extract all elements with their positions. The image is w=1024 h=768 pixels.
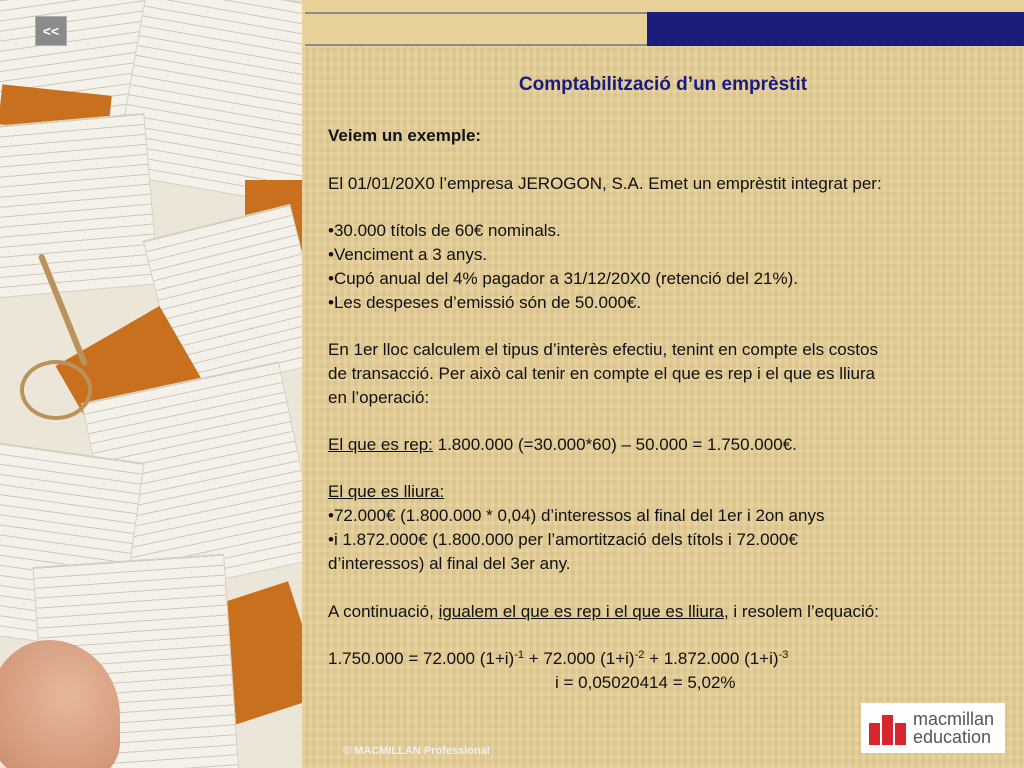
bullet-item: •Les despeses d’emissió són de 50.000€. bbox=[328, 293, 642, 312]
bullet-item: •30.000 títols de 60€ nominals. bbox=[328, 221, 561, 240]
logo-text-line: education bbox=[913, 727, 992, 747]
back-button[interactable]: << bbox=[35, 16, 67, 46]
continue-underlined: igualem el que es rep i el que es lliura bbox=[438, 602, 724, 621]
continue-prefix: A continuació, bbox=[328, 602, 439, 621]
paragraph-line: En 1er lloc calculem el tipus d’interès efectiu, tenint en compte els costos bbox=[328, 340, 878, 359]
paragraph-line: de transacció. Per això cal tenir en compte el que es rep i el que es lliura bbox=[328, 364, 876, 383]
slide-content bbox=[302, 46, 1024, 768]
received-value: 1.800.000 (=30.000*60) – 50.000 = 1.750.000€. bbox=[432, 435, 797, 454]
glasses-graphic bbox=[20, 360, 92, 420]
equation-exponent: -2 bbox=[634, 649, 645, 661]
slide-title: Comptabilització d’un emprèstit bbox=[518, 74, 808, 95]
logo-text bbox=[913, 710, 994, 746]
copyright-text: © MACMILLAN Professional bbox=[343, 745, 490, 757]
delivered-label: El que es lliura: bbox=[328, 482, 445, 501]
macmillan-logo bbox=[861, 703, 1005, 753]
header-bar bbox=[647, 12, 1024, 46]
paragraph-line: en l’operació: bbox=[328, 388, 430, 407]
equation-part: + 72.000 (1+i) bbox=[523, 649, 635, 668]
equation-result: i = 0,05020414 = 5,02% bbox=[555, 673, 736, 692]
decorative-photo bbox=[0, 0, 302, 768]
continue-line bbox=[328, 602, 879, 622]
example-heading: Veiem un exemple: bbox=[328, 126, 482, 145]
continue-suffix: , i resolem l’equació: bbox=[723, 602, 879, 621]
bullet-item: •Venciment a 3 anys. bbox=[328, 245, 488, 264]
delivered-line: d’interessos) al final del 3er any. bbox=[328, 554, 571, 573]
received-line bbox=[328, 435, 797, 455]
received-label: El que es rep: bbox=[328, 435, 433, 454]
equation bbox=[328, 649, 788, 669]
equation-exponent: -3 bbox=[778, 649, 789, 661]
delivered-line: •72.000€ (1.800.000 * 0,04) d’interessos al final del 1er i 2on anys bbox=[328, 506, 825, 525]
equation-exponent: -1 bbox=[514, 649, 524, 661]
logo-text-line: macmillan bbox=[913, 709, 995, 729]
delivered-line: •i 1.872.000€ (1.800.000 per l’amortització dels títols i 72.000€ bbox=[328, 530, 798, 549]
bullet-item: •Cupó anual del 4% pagador a 31/12/20X0 (retenció del 21%). bbox=[328, 269, 798, 288]
header-rule-top bbox=[305, 12, 647, 14]
equation-part: 1.750.000 = 72.000 (1+i) bbox=[328, 649, 515, 668]
logo-icon bbox=[869, 711, 907, 745]
intro-text: El 01/01/20X0 l’empresa JEROGON, S.A. Emet un emprèstit integrat per: bbox=[328, 174, 882, 193]
equation-part: + 1.872.000 (1+i) bbox=[644, 649, 779, 668]
